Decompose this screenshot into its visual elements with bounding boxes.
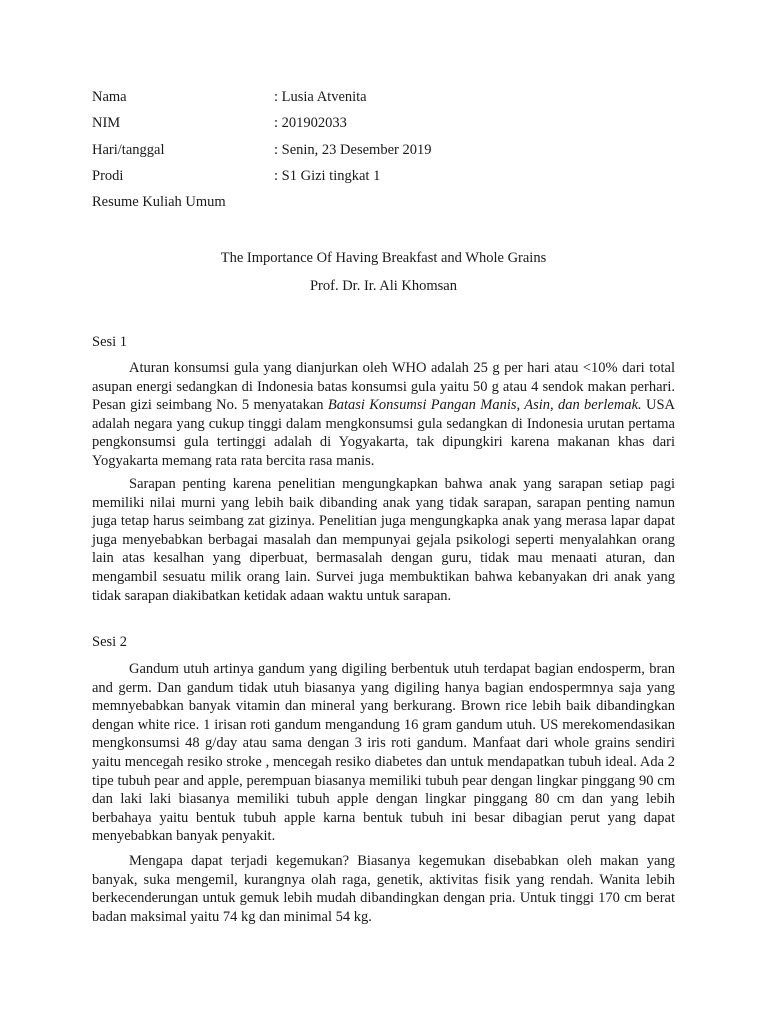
sesi2-paragraph-1: Gandum utuh artinya gandum yang digiling berbentuk utuh terdapat bagian endosperm, bran and germ. Dan gandum tidak utuh biasanya yang digiling hanya bagian endospermnya saja yang memnyebabkan banyak vitamin dan mineral yang berkurang. Brown rice lebih baik dibandingkan dengan white rice. 1 irisan roti gandum mengandung 16 gram gandum utuh. US merekomendasikan mengkonsumsi 48 g/day atau sama dengan 3 iris roti gandum. Manfaat dari whole grains sendiri yaitu mencegah resiko stroke , mencegah resiko diabetes dan untuk mendapatkan tubuh ideal. Ada 2 tipe tubuh pear and apple, perempuan biasanya memiliki tubuh pear dengan lingkar pinggang 90 cm dan laki laki biasanya memiliki tubuh apple dengan lingkar pinggang 80 cm dan yang lebih berbahaya yaitu bentuk tubuh apple karna bentuk tubuh ini besar dibagian perut yang dapat menyebabkan banyak penyakit. <box>92 661 675 845</box>
nim-label: NIM <box>92 115 121 131</box>
sesi1-p1-text-b: USA adalah negara yang cukup tinggi dalam mengkonsumsi gula sedangkan di Indonesia urutan pertama pengkonsumsi gula tertinggi adalah di Yogyakarta, tak dipungkiri karena makanan khas dari Yogyakarta memang rata rata bercita rasa manis. <box>92 397 675 469</box>
sesi1-heading: Sesi 1 <box>92 334 128 350</box>
sesi2-heading: Sesi 2 <box>92 634 128 650</box>
resume-label: Resume Kuliah Umum <box>92 194 226 210</box>
hari-value: : Senin, 23 Desember 2019 <box>274 142 432 158</box>
prodi-value: : S1 Gizi tingkat 1 <box>274 168 381 184</box>
sesi1-p1-text-a: Aturan konsumsi gula yang dianjurkan oleh WHO adalah 25 g per hari atau <10% dari total asupan energi sedangkan di Indonesia batas konsumsi gula yaitu 50 g atau 4 sendok makan perhari. Pesan gizi seimbang No. 5 menyatakan <box>92 360 675 414</box>
nama-value: : Lusia Atvenita <box>274 89 367 105</box>
sesi1-p1-italic: Batasi Konsumsi Pangan Manis, Asin, dan berlemak. <box>327 397 642 414</box>
sesi1-paragraph-2: Sarapan penting karena penelitian mengungkapkan bahwa anak yang sarapan setiap pagi memiliki nilai murni yang lebih baik dibanding anak yang tidak sarapan, sarapan penting namun juga tetap harus seimbang zat gizinya. Penelitian juga mengungkapka anak yang merasa lapar dapat juga menyebabkan berbagai masalah dan mempunyai gejala psikologi seperti menyalahkan orang lain atas kesalhan yang diperbuat, bermasalah dengan guru, tidak mau menaati aturan, dan mengambil sesuatu milik orang lain. Survei juga membuktikan bahwa kebanyakan dri anak yang tidak sarapan diakibatkan ketidak adaan waktu untuk sarapan. <box>92 476 675 604</box>
document-title: The Importance Of Having Breakfast and Whole Grains <box>220 250 547 266</box>
speaker-name: Prof. Dr. Ir. Ali Khomsan <box>309 278 457 294</box>
nama-label: Nama <box>92 89 127 105</box>
hari-label: Hari/tanggal <box>92 142 165 158</box>
sesi2-paragraph-2: Mengapa dapat terjadi kegemukan? Biasanya kegemukan disebabkan oleh makan yang banyak, suka mengemil, kurangnya olah raga, genetik, aktivitas fisik yang rendah. Wanita lebih berkecenderungan untuk gemuk lebih mudah dibandingkan dengan pria. Untuk tinggi 170 cm berat badan maksimal yaitu 74 kg dan minimal 54 kg. <box>92 853 675 925</box>
sesi1-paragraph-1 <box>92 359 675 471</box>
nim-value: : 201902033 <box>274 115 347 131</box>
prodi-label: Prodi <box>92 168 124 184</box>
